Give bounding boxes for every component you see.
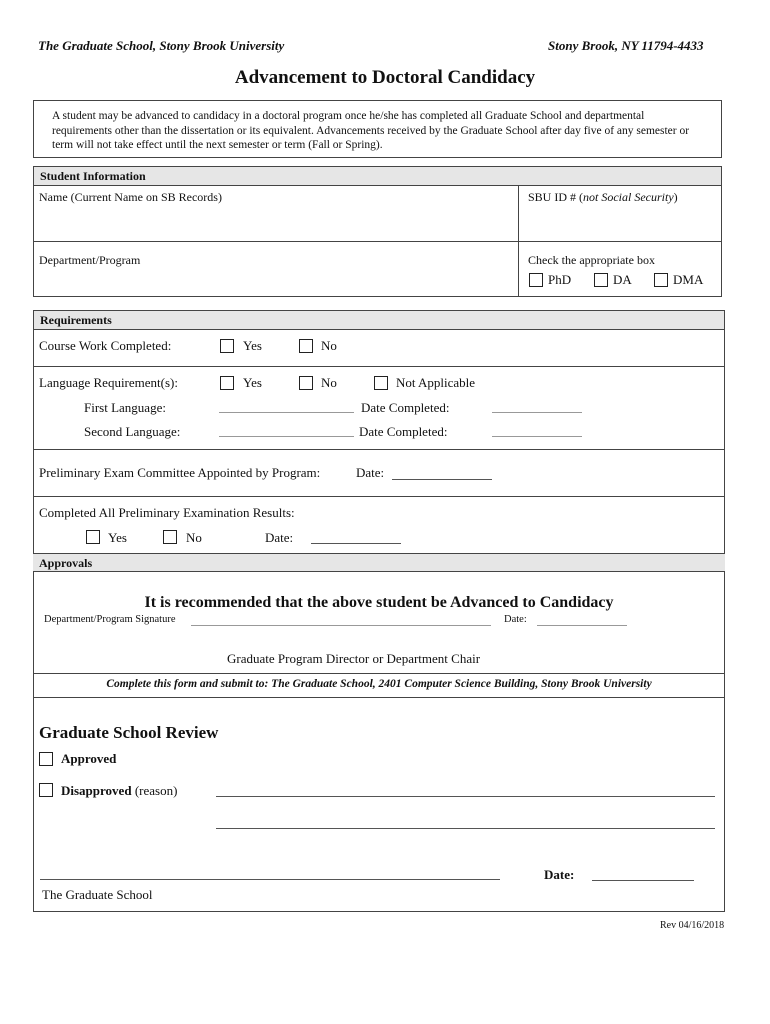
first-language-date-label: Date Completed:: [361, 400, 450, 415]
header-address: Stony Brook, NY 11794-4433: [548, 38, 704, 53]
recommend-statement: It is recommended that the above student be Advanced to Candidacy: [144, 594, 614, 611]
signature-date-label: Date:: [504, 614, 527, 625]
intro-text: A student may be advanced to candidacy in a doctoral program once he/she has completed all Graduate School and departmental requirements other than the dissertation or its equivalent. Advancements received by the Graduate School after day five of any semester or term will not take effect until the next semester or term (Fall or Spring).: [52, 110, 690, 151]
second-language-field[interactable]: [219, 436, 354, 437]
language-na-checkbox[interactable]: [374, 376, 388, 390]
prelim-committee-date-field[interactable]: [392, 479, 492, 480]
language-no-checkbox[interactable]: [299, 376, 313, 390]
reason-field-line-1[interactable]: [216, 796, 715, 797]
da-label: DA: [613, 272, 632, 287]
language-label: Language Requirement(s):: [39, 375, 178, 390]
language-yes-checkbox[interactable]: [220, 376, 234, 390]
department-label: Department/Program: [39, 253, 141, 267]
first-language-date-field[interactable]: [492, 412, 582, 413]
second-language-label: Second Language:: [84, 424, 181, 439]
prelim-no-checkbox[interactable]: [163, 530, 177, 544]
approvals-heading: Approvals: [33, 553, 725, 572]
language-no-label: No: [321, 375, 337, 390]
disapproved-checkbox[interactable]: [39, 783, 53, 797]
course-work-no-label: No: [321, 338, 337, 353]
first-language-label: First Language:: [84, 400, 166, 415]
signature-field[interactable]: [191, 625, 491, 626]
prelim-committee-label: Preliminary Exam Committee Appointed by Program:: [39, 465, 321, 480]
prelim-results-date-field[interactable]: [311, 543, 401, 544]
header-institution: The Graduate School, Stony Brook University: [38, 38, 285, 53]
course-work-yes-label: Yes: [243, 338, 262, 353]
intro-box: [33, 100, 722, 158]
sbu-id-field[interactable]: [519, 205, 721, 240]
dma-checkbox[interactable]: [654, 273, 668, 287]
prelim-results-label: Completed All Preliminary Examination Results:: [39, 505, 295, 520]
language-na-label: Not Applicable: [396, 375, 476, 390]
review-date-field[interactable]: [592, 880, 694, 881]
signature-label: Department/Program Signature: [44, 614, 176, 625]
course-work-yes-checkbox[interactable]: [220, 339, 234, 353]
review-date-label: Date:: [544, 867, 575, 882]
course-work-label: Course Work Completed:: [39, 338, 172, 353]
name-label: Name (Current Name on SB Records): [39, 190, 222, 204]
course-work-no-checkbox[interactable]: [299, 339, 313, 353]
reason-field-line-2[interactable]: [216, 828, 715, 829]
submit-note: Complete this form and submit to: The Graduate School, 2401 Computer Science Building, Stony Brook University: [106, 678, 652, 690]
prelim-results-date-label: Date:: [265, 530, 294, 545]
sbu-id-label: SBU ID # (not Social Security): [528, 190, 678, 204]
prelim-yes-label: Yes: [108, 530, 127, 545]
form-title: Advancement to Doctoral Candidacy: [234, 67, 536, 88]
revision-label: Rev 04/16/2018: [660, 920, 725, 931]
language-yes-label: Yes: [243, 375, 262, 390]
phd-label: PhD: [548, 272, 572, 287]
phd-checkbox[interactable]: [529, 273, 543, 287]
signature-date-field[interactable]: [537, 625, 627, 626]
da-checkbox[interactable]: [594, 273, 608, 287]
requirements-heading: Requirements: [34, 311, 724, 330]
grad-school-signature-field[interactable]: [40, 879, 500, 880]
prelim-yes-checkbox[interactable]: [86, 530, 100, 544]
prelim-no-label: No: [186, 530, 202, 545]
student-info-heading: Student Information: [34, 167, 721, 186]
grad-school-signer-label: The Graduate School: [42, 887, 153, 902]
review-heading: Graduate School Review: [39, 723, 219, 742]
second-language-date-field[interactable]: [492, 436, 582, 437]
second-language-date-label: Date Completed:: [359, 424, 448, 439]
department-field[interactable]: [33, 268, 518, 296]
check-box-label: Check the appropriate box: [528, 253, 655, 267]
dma-label: DMA: [673, 272, 704, 287]
approved-checkbox[interactable]: [39, 752, 53, 766]
name-field[interactable]: [33, 205, 518, 240]
disapproved-label: Disapproved (reason): [61, 783, 178, 798]
director-label: Graduate Program Director or Department Chair: [227, 651, 481, 666]
prelim-committee-date-label: Date:: [356, 465, 385, 480]
first-language-field[interactable]: [219, 412, 354, 413]
approved-label: Approved: [61, 751, 117, 766]
